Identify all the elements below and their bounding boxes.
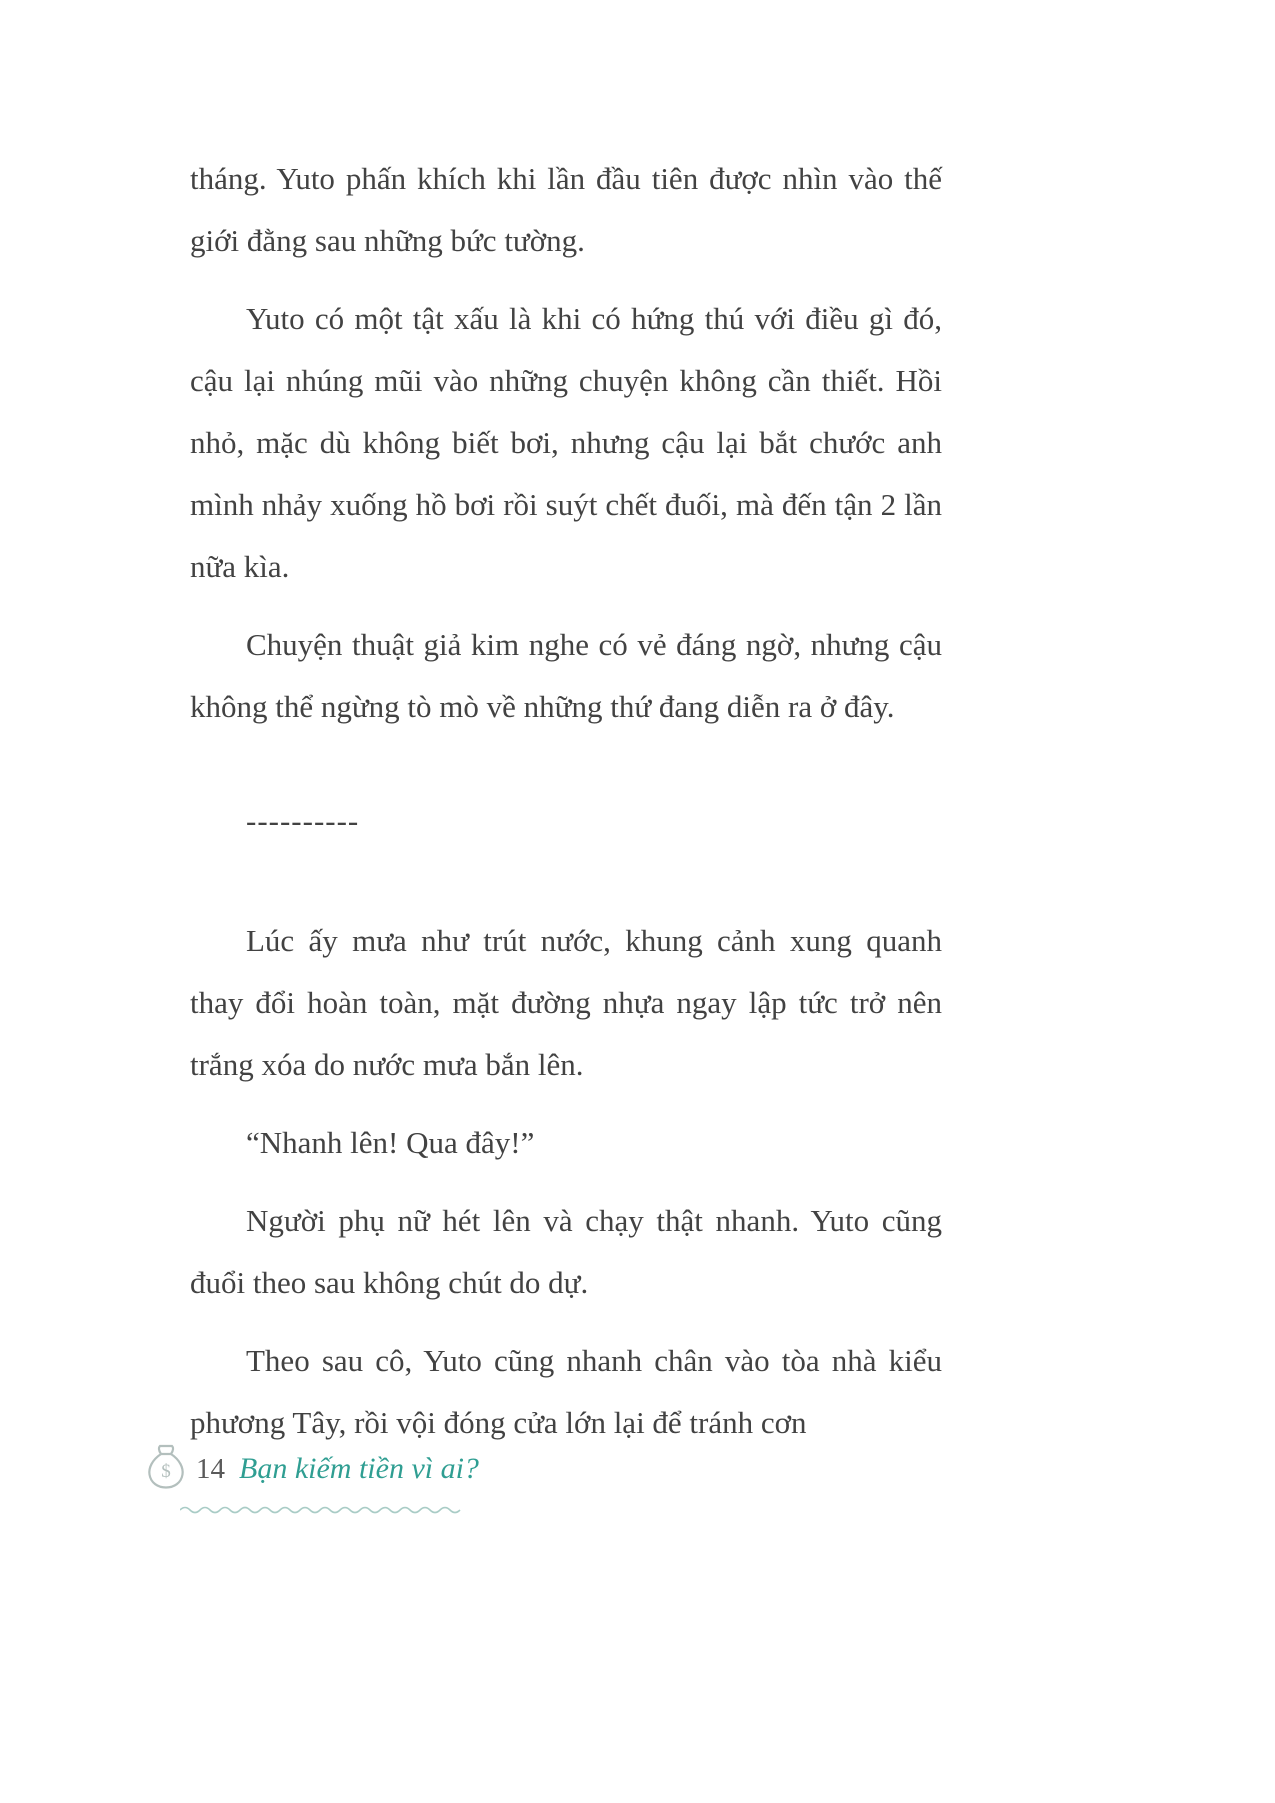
page-content (190, 148, 942, 1454)
paragraph-6: Người phụ nữ hét lên và chạy thật nhanh. Yuto cũng đuổi theo sau không chút do dự. (190, 1203, 942, 1300)
wavy-underline-decoration (180, 1501, 470, 1519)
section-separator: ---------- (246, 803, 360, 838)
paragraph-7: Theo sau cô, Yuto cũng nhanh chân vào tòa nhà kiểu phương Tây, rồi vội đóng cửa lớn lại để tránh cơn (190, 1343, 942, 1440)
book-title: Bạn kiếm tiền vì ai? (239, 1452, 479, 1485)
footer-row (146, 1445, 479, 1493)
svg-text:$: $ (161, 1460, 171, 1482)
paragraph-1: tháng. Yuto phấn khích khi lần đầu tiên được nhìn vào thế giới đằng sau những bức tường. (190, 161, 942, 258)
page-number: 14 (196, 1452, 225, 1485)
money-bag-icon (146, 1444, 186, 1495)
paragraph-3: Chuyện thuật giả kim nghe có vẻ đáng ngờ, nhưng cậu không thể ngừng tò mò về những thứ đang diễn ra ở đây. (190, 627, 942, 724)
paragraph-2: Yuto có một tật xấu là khi có hứng thú với điều gì đó, cậu lại nhúng mũi vào những chuyện không cần thiết. Hồi nhỏ, mặc dù không biết bơi, nhưng cậu lại bắt chước anh mình nhảy xuống hồ bơi rồi suýt chết đuối, mà đến tận 2 lần nữa kìa. (190, 301, 942, 584)
paragraph-5-quote: “Nhanh lên! Qua đây!” (246, 1125, 535, 1160)
page-footer (146, 1445, 479, 1525)
paragraph-4: Lúc ấy mưa như trút nước, khung cảnh xung quanh thay đổi hoàn toàn, mặt đường nhựa ngay lập tức trở nên trắng xóa do nước mưa bắn lên. (190, 923, 942, 1082)
